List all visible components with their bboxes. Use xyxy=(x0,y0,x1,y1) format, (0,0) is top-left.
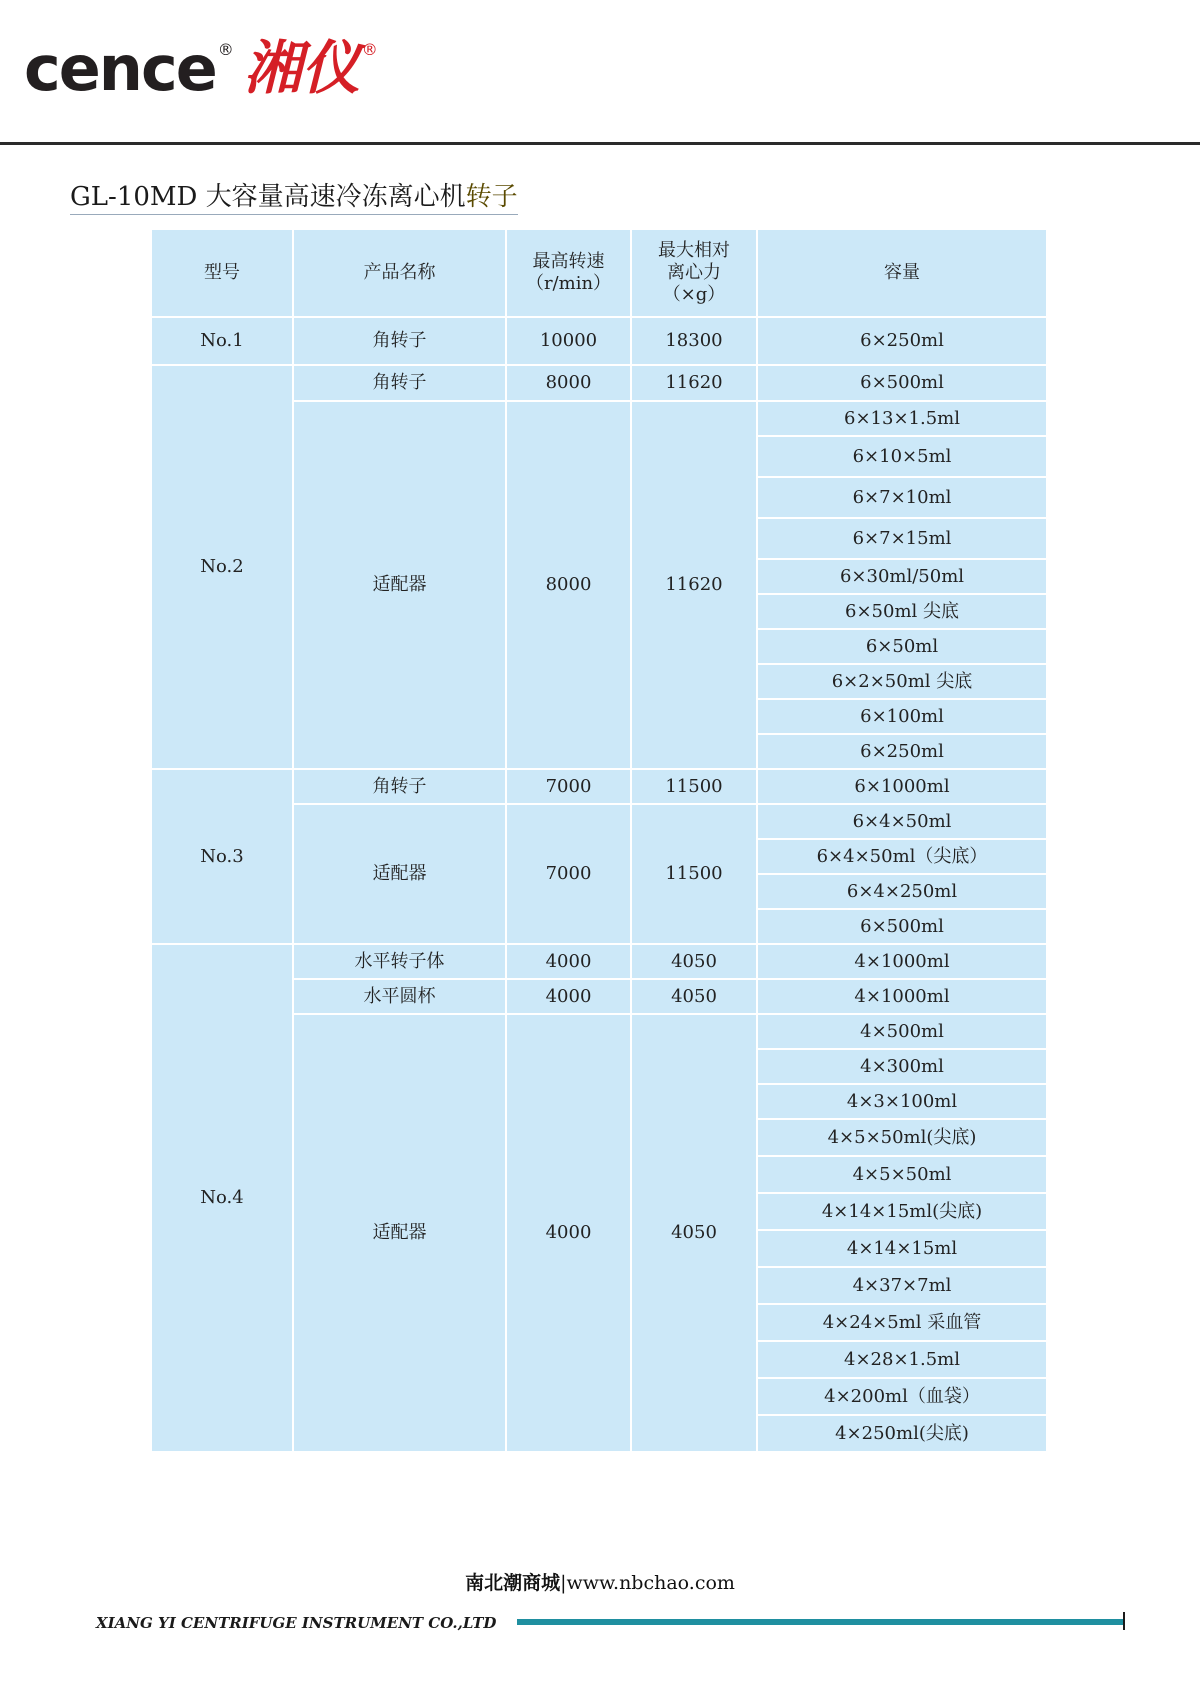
cell-rcf: 4050 xyxy=(632,1015,758,1453)
cell-capacity: 4×250ml(尖底) xyxy=(758,1416,1046,1453)
title-main: GL-10MD 大容量高速冷冻离心机 xyxy=(70,182,466,212)
cell-capacity: 4×37×7ml xyxy=(758,1268,1046,1305)
cell-capacity: 6×4×50ml xyxy=(758,805,1046,840)
cell-capacity: 6×1000ml xyxy=(758,770,1046,805)
header-max-rcf: 最大相对 离心力 （×g） xyxy=(632,230,758,318)
cell-rcf: 18300 xyxy=(632,318,758,366)
cell-speed: 4000 xyxy=(507,1015,632,1453)
footer-separator: | xyxy=(560,1572,567,1594)
header-max-speed: 最高转速 （r/min） xyxy=(507,230,632,318)
cell-capacity: 6×4×50ml（尖底） xyxy=(758,840,1046,875)
cell-capacity: 6×500ml xyxy=(758,910,1046,945)
logo-wordmark: cence xyxy=(24,32,216,105)
cell-capacity: 6×500ml xyxy=(758,366,1046,402)
cell-name: 水平转子体 xyxy=(294,945,507,980)
logo-chinese-wordmark: 湘仪 xyxy=(243,34,360,102)
cell-capacity: 4×1000ml xyxy=(758,945,1046,980)
cell-name: 水平圆杯 xyxy=(294,980,507,1015)
rotor-spec-table xyxy=(152,230,1046,1453)
cell-model: No.4 xyxy=(152,945,294,1453)
cell-name: 角转子 xyxy=(294,318,507,366)
footer-bar-endcap xyxy=(1123,1612,1125,1630)
cell-speed: 7000 xyxy=(507,805,632,945)
cell-rcf: 11620 xyxy=(632,366,758,402)
footer-accent-bar xyxy=(517,1619,1124,1625)
cell-capacity: 6×7×15ml xyxy=(758,519,1046,560)
cell-capacity: 4×5×50ml(尖底) xyxy=(758,1120,1046,1157)
cell-capacity: 4×300ml xyxy=(758,1050,1046,1085)
table-row xyxy=(152,366,1046,402)
cell-capacity: 6×50ml 尖底 xyxy=(758,595,1046,630)
table-row xyxy=(152,770,1046,805)
cell-capacity: 4×500ml xyxy=(758,1015,1046,1050)
cell-capacity: 4×200ml（血袋） xyxy=(758,1379,1046,1416)
cell-capacity: 4×3×100ml xyxy=(758,1085,1046,1120)
table-header-row xyxy=(152,230,1046,318)
cell-rcf: 4050 xyxy=(632,945,758,980)
company-logo xyxy=(24,32,378,105)
cell-rcf: 11500 xyxy=(632,770,758,805)
cell-capacity: 4×14×15ml xyxy=(758,1231,1046,1268)
cell-speed: 8000 xyxy=(507,402,632,770)
footer-company-name: XIANG YI CENTRIFUGE INSTRUMENT CO.,LTD xyxy=(96,1614,497,1632)
cell-rcf: 4050 xyxy=(632,980,758,1015)
page-header xyxy=(0,0,1200,144)
cell-capacity: 6×100ml xyxy=(758,700,1046,735)
footer-url[interactable]: www.nbchao.com xyxy=(566,1572,735,1594)
header-model: 型号 xyxy=(152,230,294,318)
cell-capacity: 6×4×250ml xyxy=(758,875,1046,910)
cell-rcf: 11500 xyxy=(632,805,758,945)
footer-site-line xyxy=(0,1568,1200,1595)
table-row xyxy=(152,318,1046,366)
cell-name: 适配器 xyxy=(294,402,507,770)
cell-speed: 8000 xyxy=(507,366,632,402)
cell-name: 适配器 xyxy=(294,1015,507,1453)
header-product-name: 产品名称 xyxy=(294,230,507,318)
cell-name: 适配器 xyxy=(294,805,507,945)
registered-mark: ® xyxy=(361,40,378,59)
page-title xyxy=(70,180,518,215)
cell-capacity: 4×5×50ml xyxy=(758,1157,1046,1194)
cell-capacity: 6×13×1.5ml xyxy=(758,402,1046,437)
cell-speed: 4000 xyxy=(507,945,632,980)
cell-capacity: 6×7×10ml xyxy=(758,478,1046,519)
cell-capacity: 6×2×50ml 尖底 xyxy=(758,665,1046,700)
cell-speed: 4000 xyxy=(507,980,632,1015)
cell-model: No.2 xyxy=(152,366,294,770)
cell-capacity: 6×10×5ml xyxy=(758,437,1046,478)
title-highlight: 转子 xyxy=(465,182,518,212)
cell-speed: 10000 xyxy=(507,318,632,366)
cell-capacity: 4×1000ml xyxy=(758,980,1046,1015)
cell-model: No.3 xyxy=(152,770,294,945)
cell-capacity: 6×30ml/50ml xyxy=(758,560,1046,595)
cell-model: No.1 xyxy=(152,318,294,366)
cell-rcf: 11620 xyxy=(632,402,758,770)
cell-capacity: 4×14×15ml(尖底) xyxy=(758,1194,1046,1231)
cell-name: 角转子 xyxy=(294,366,507,402)
cell-capacity: 4×24×5ml 采血管 xyxy=(758,1305,1046,1342)
header-capacity: 容量 xyxy=(758,230,1046,318)
cell-capacity: 6×250ml xyxy=(758,735,1046,770)
footer-site-name: 南北潮商城 xyxy=(465,1572,561,1594)
registered-mark: ® xyxy=(217,40,234,59)
header-divider xyxy=(0,142,1200,145)
cell-capacity: 4×28×1.5ml xyxy=(758,1342,1046,1379)
cell-capacity: 6×250ml xyxy=(758,318,1046,366)
table-row xyxy=(152,945,1046,980)
cell-name: 角转子 xyxy=(294,770,507,805)
cell-capacity: 6×50ml xyxy=(758,630,1046,665)
cell-speed: 7000 xyxy=(507,770,632,805)
